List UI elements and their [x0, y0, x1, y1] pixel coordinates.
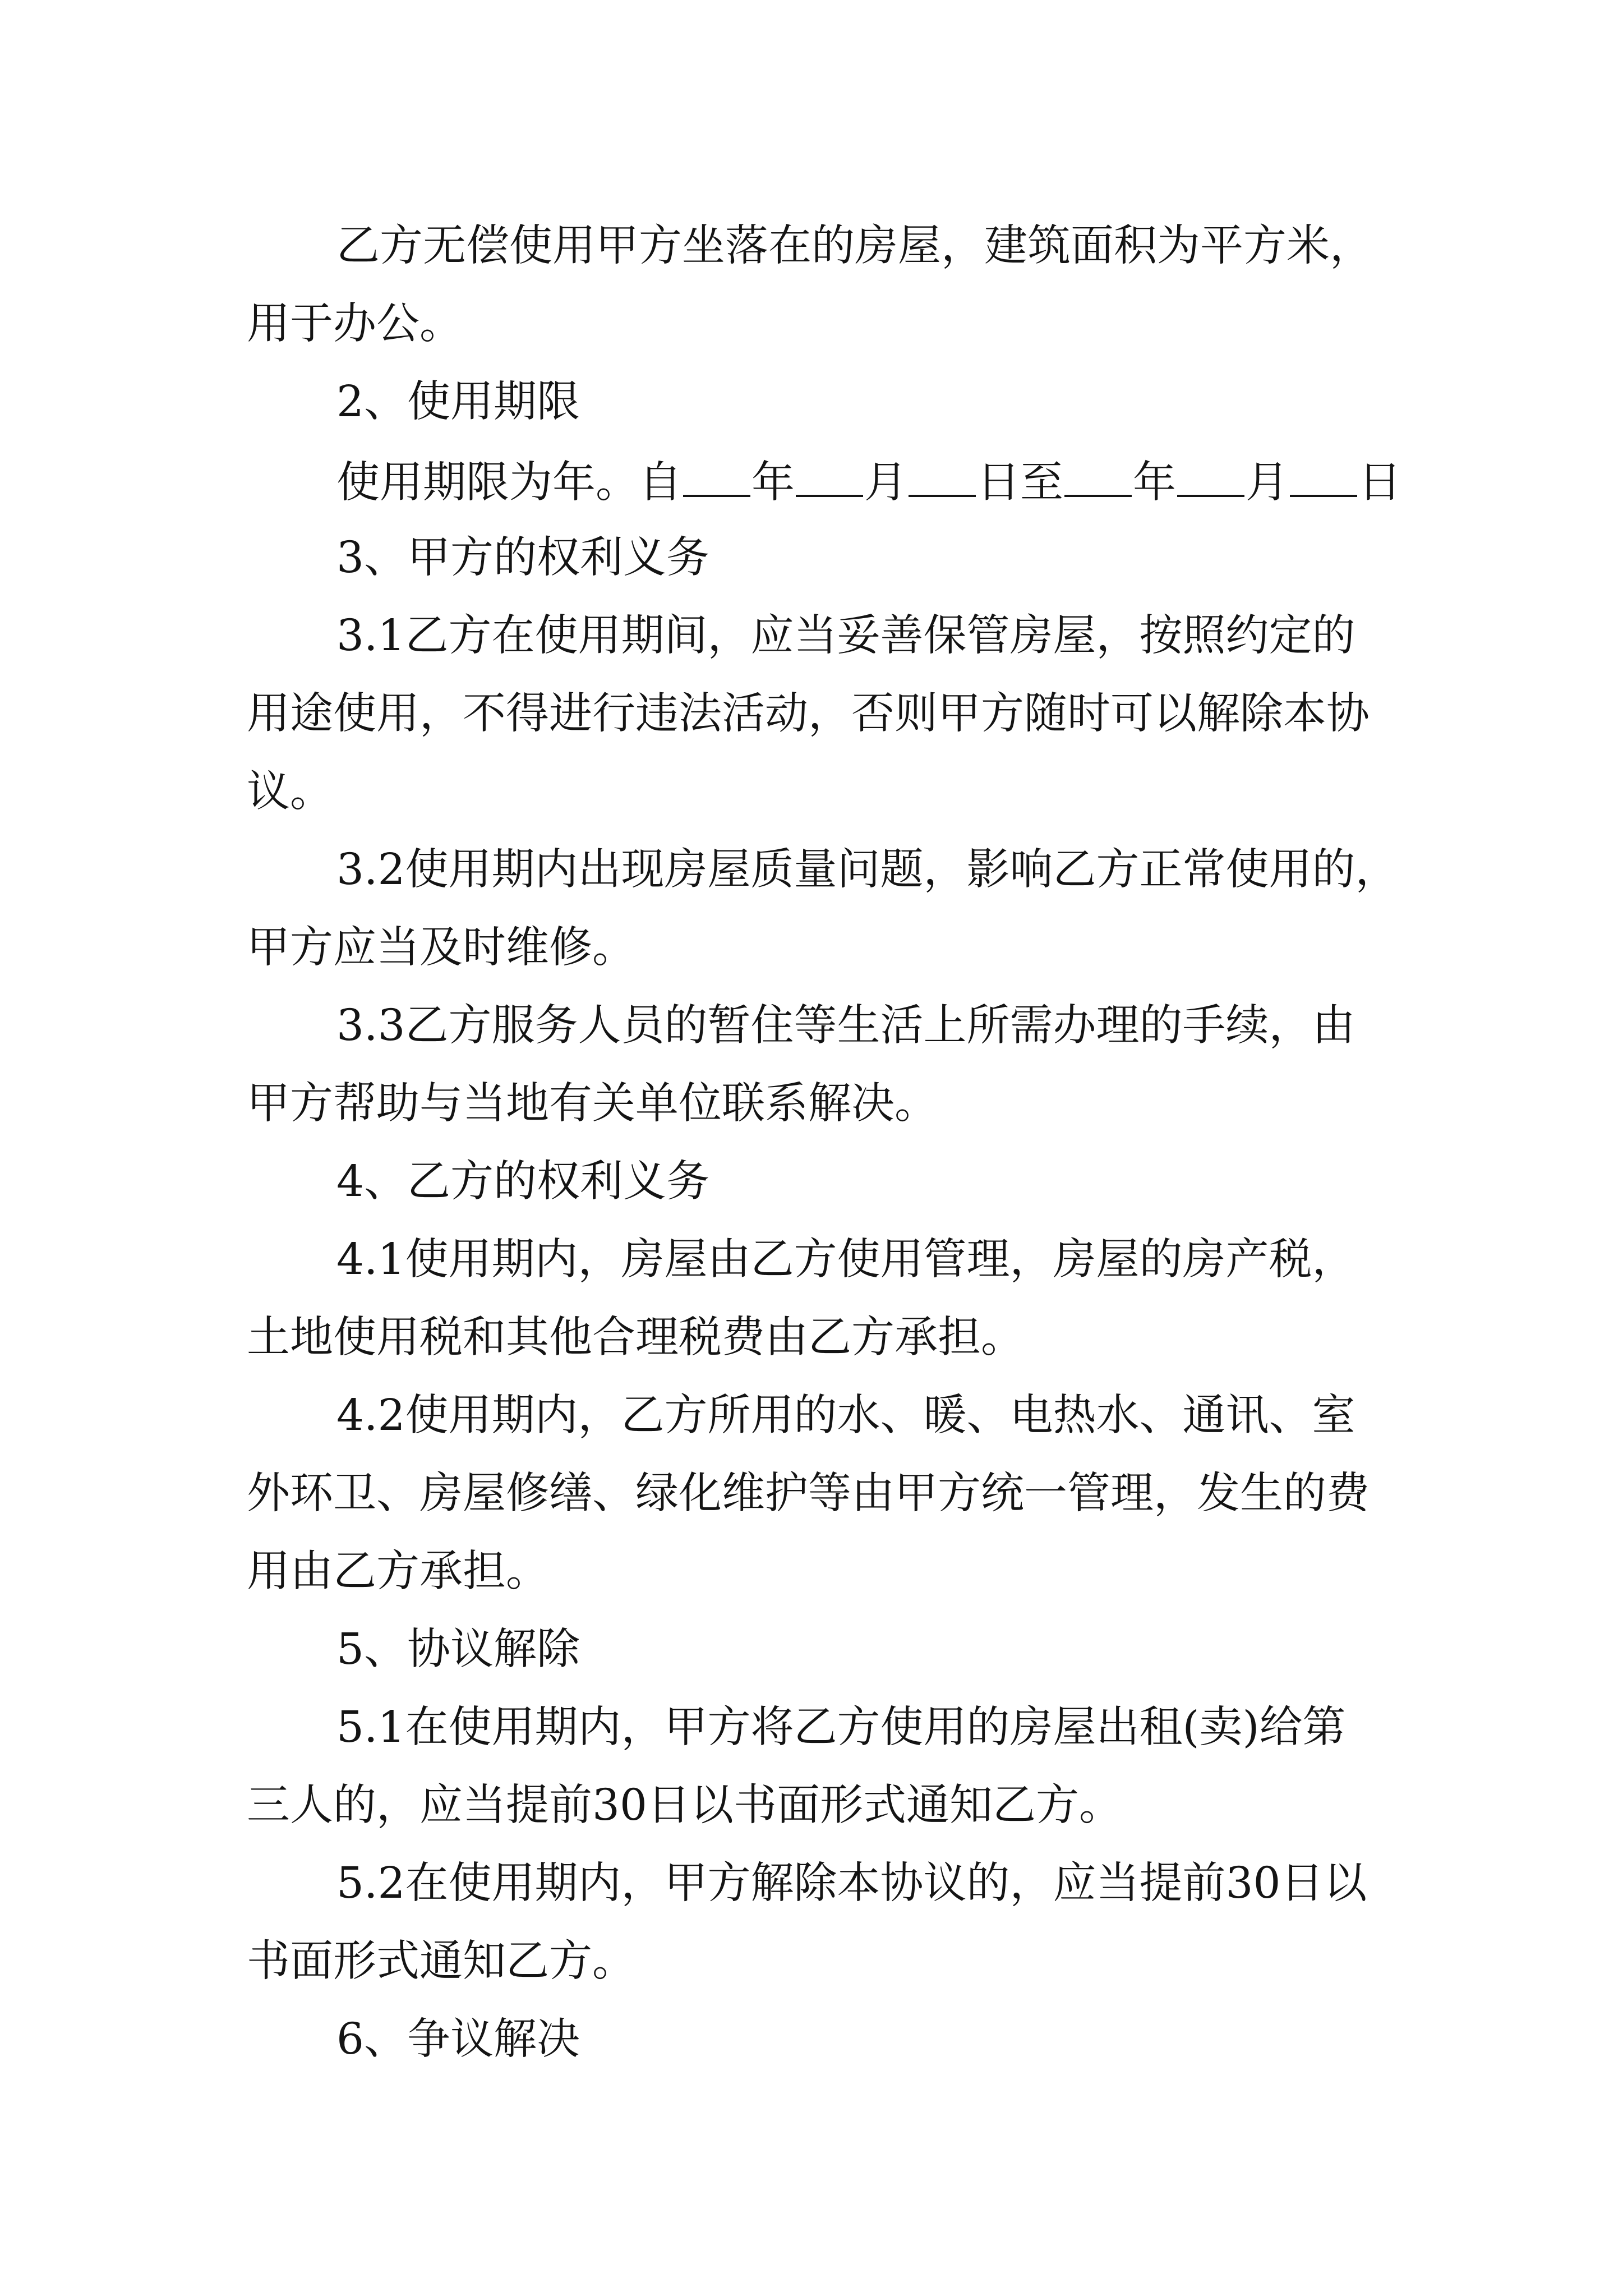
- section-heading: 3、甲方的权利义务: [336, 533, 709, 583]
- paragraph-line: 外环卫、房屋修缮、绿化维护等由甲方统一管理，发生的费: [247, 1469, 1370, 1519]
- paragraph-line: 乙方无偿使用甲方坐落在的房屋，建筑面积为平方米，: [336, 221, 1373, 271]
- paragraph-line: 土地使用税和其他合理税费由乙方承担。: [247, 1313, 1024, 1363]
- month-blank[interactable]: [796, 452, 863, 497]
- term-text: 使用期限为年。自: [336, 458, 682, 508]
- paragraph-line: 5.2在使用期内，甲方解除本协议的，应当提前30日以: [336, 1858, 1367, 1908]
- paragraph-line: 用于办公。: [247, 299, 463, 349]
- month-label: 月: [864, 458, 907, 508]
- end-day-blank[interactable]: [1290, 452, 1357, 497]
- paragraph-line: 书面形式通知乙方。: [247, 1936, 635, 1986]
- paragraph-line: 议。: [247, 767, 333, 817]
- paragraph-line: 三人的，应当提前30日以书面形式通知乙方。: [247, 1780, 1122, 1830]
- paragraph-line: 3.1乙方在使用期间，应当妥善保管房屋，按照约定的: [336, 611, 1355, 661]
- section-heading: 5、协议解除: [336, 1625, 580, 1674]
- paragraph-line: 用途使用，不得进行违法活动，否则甲方随时可以解除本协: [247, 689, 1370, 739]
- paragraph-line: 4.2使用期内，乙方所用的水、暖、电热水、通讯、室: [336, 1391, 1355, 1441]
- section-heading: 4、乙方的权利义务: [336, 1157, 709, 1207]
- year-label: 年: [751, 458, 795, 508]
- end-day-label: 日: [1358, 458, 1401, 508]
- paragraph-line: 3.3乙方服务人员的暂住等生活上所需办理的手续，由: [336, 1001, 1355, 1051]
- paragraph-line: 甲方帮助与当地有关单位联系解决。: [247, 1079, 938, 1129]
- paragraph-line: 4.1使用期内，房屋由乙方使用管理，房屋的房产税，: [336, 1235, 1355, 1285]
- day-to-label: 日至: [977, 458, 1063, 508]
- day-blank[interactable]: [909, 452, 976, 497]
- year-blank[interactable]: [683, 452, 750, 497]
- paragraph-line: 3.2使用期内出现房屋质量问题，影响乙方正常使用的，: [336, 845, 1399, 895]
- paragraph-line: 甲方应当及时维修。: [247, 923, 635, 973]
- end-year-blank[interactable]: [1064, 452, 1132, 497]
- paragraph-line: 用由乙方承担。: [247, 1547, 549, 1596]
- end-month-blank[interactable]: [1177, 452, 1244, 497]
- term-dates-line: [336, 452, 1486, 511]
- paragraph-line: 5.1在使用期内，甲方将乙方使用的房屋出租(卖)给第: [336, 1703, 1346, 1752]
- end-year-label: 年: [1133, 458, 1176, 508]
- section-heading: 2、使用期限: [336, 377, 580, 427]
- end-month-label: 月: [1246, 458, 1289, 508]
- section-heading: 6、争议解决: [336, 2014, 580, 2064]
